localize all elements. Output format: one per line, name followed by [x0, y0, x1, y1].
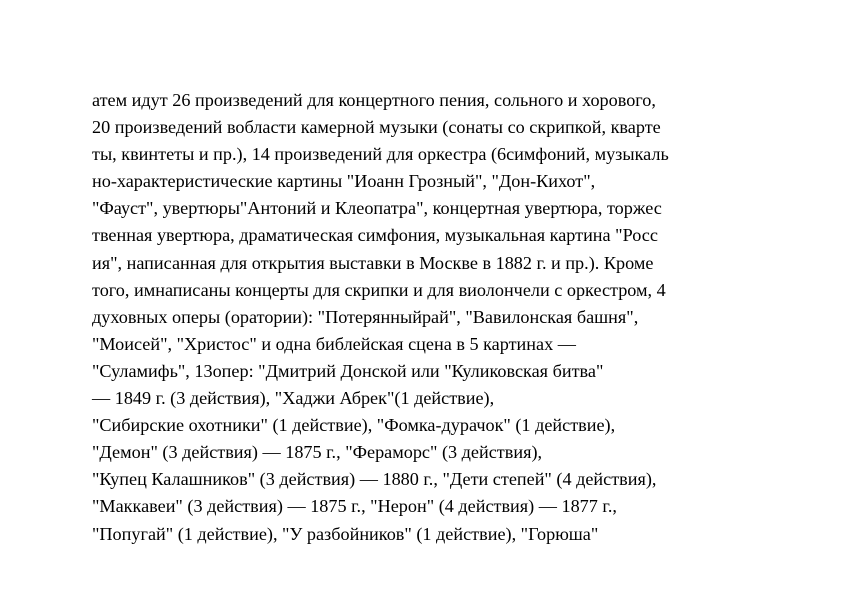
text-line-2: 20 произведений вобласти камерной музыки (сонаты со скрипкой, кварте — [92, 117, 661, 138]
text-line-8: того, имнаписаны концерты для скрипки и для виолончели с оркестром, 4 — [92, 279, 666, 300]
body-text — [92, 87, 812, 548]
text-line-3: ты, квинтеты и пр.), 14 произведений для оркестра (6симфоний, музыкаль — [92, 144, 669, 165]
text-line-5: "Фауст", увертюры"Антоний и Клеопатра", концертная увертюра, торжес — [92, 198, 662, 219]
text-line-16: "Маккавеи" (3 действия) — 1875 г., "Нерон" (4 действия) — 1877 г., — [92, 496, 617, 517]
text-line-10: "Моисей", "Христос" и одна библейская сцена в 5 картинах — — [92, 333, 576, 354]
text-line-15: "Купец Калашников" (3 действия) — 1880 г., "Дети степей" (4 действия), — [92, 469, 657, 490]
text-line-17: "Попугай" (1 действие), "У разбойников" (1 действие), "Горюша" — [92, 523, 599, 544]
text-line-9: духовных оперы (оратории): "Потерянныйрай", "Вавилонская башня", — [92, 306, 639, 327]
text-line-6: твенная увертюра, драматическая симфония, музыкальная картина "Росс — [92, 225, 658, 246]
text-line-13: "Сибирские охотники" (1 действие), "Фомка-дурачок" (1 действие), — [92, 415, 616, 436]
text-line-1: атем идут 26 произведений для концертного пения, сольного и хорового, — [92, 90, 656, 110]
text-line-7: ия", написанная для открытия выставки в Москве в 1882 г. и пр.). Кроме — [92, 252, 654, 273]
text-line-4: но-характеристические картины "Иоанн Грозный", "Дон-Кихот", — [92, 171, 596, 192]
text-line-14: "Демон" (3 действия) — 1875 г., "Фераморс" (3 действия), — [92, 442, 543, 463]
text-line-11: "Суламифь", 13опер: "Дмитрий Донской или "Куликовская битва" — [92, 360, 604, 381]
text-line-12: — 1849 г. (3 действия), "Хаджи Абрек"(1 действие), — [92, 388, 495, 409]
